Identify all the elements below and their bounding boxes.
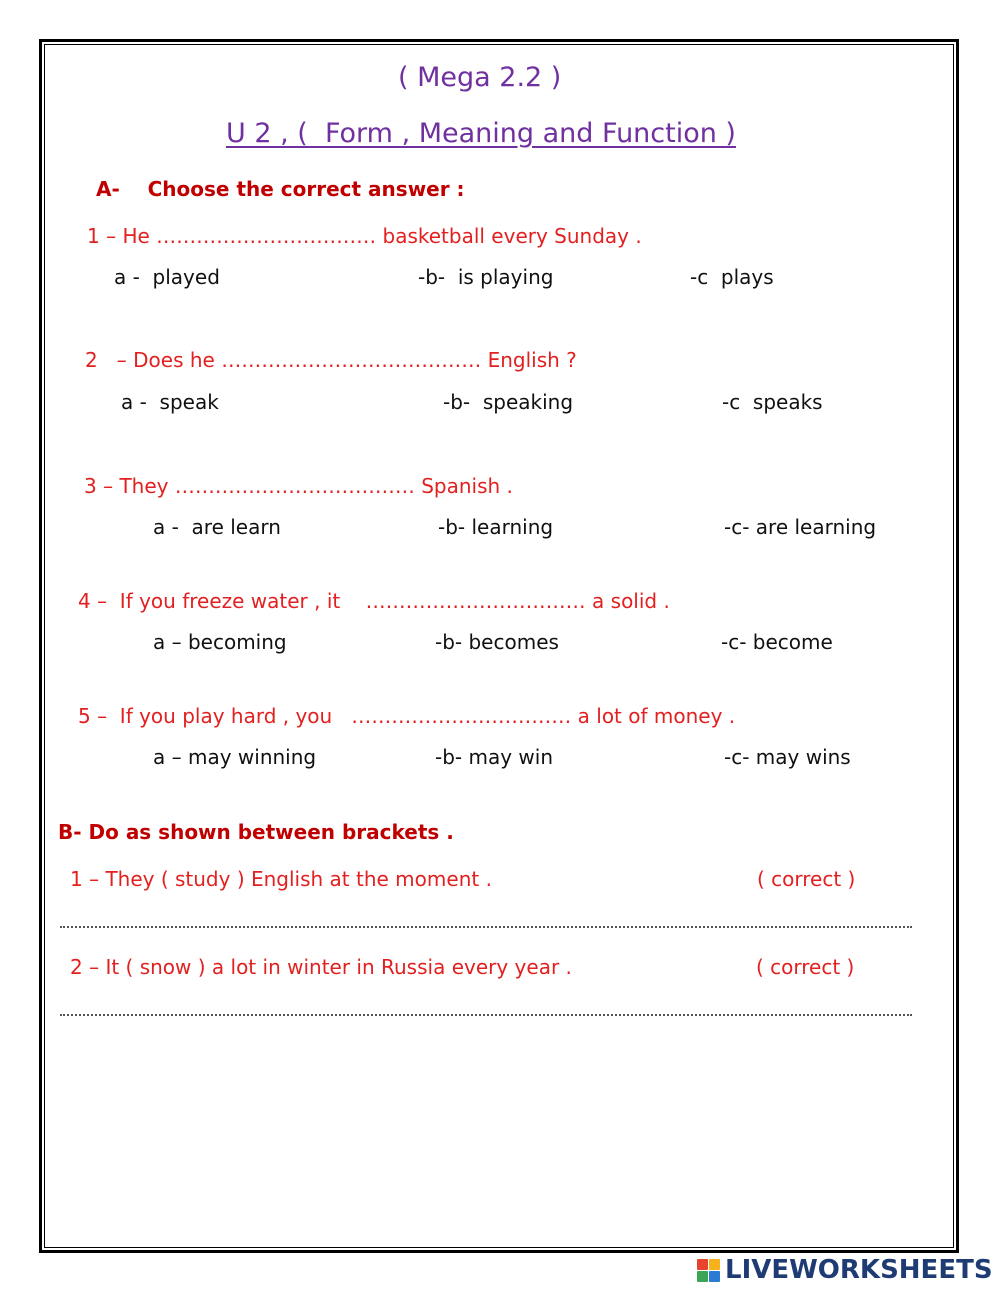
question-1-option-a[interactable]: a - played xyxy=(114,265,220,289)
liveworksheets-logo xyxy=(697,1254,993,1286)
section-b-item-2-text: 2 – It ( snow ) a lot in winter in Russia every year . xyxy=(70,955,572,979)
section-b-heading: B- Do as shown between brackets . xyxy=(58,820,454,844)
question-1-option-b[interactable]: -b- is playing xyxy=(418,265,554,289)
question-1-text: 1 – He …………………………… basketball every Sunday . xyxy=(87,224,642,248)
question-2-text: 2 – Does he ………………………………… English ? xyxy=(85,348,577,372)
question-3-option-a[interactable]: a - are learn xyxy=(153,515,281,539)
question-4-option-b[interactable]: -b- becomes xyxy=(435,630,559,654)
question-4-option-c[interactable]: -c- become xyxy=(721,630,833,654)
worksheet-subtitle: U 2 , ( Form , Meaning and Function ) xyxy=(226,118,736,149)
question-3-option-b[interactable]: -b- learning xyxy=(438,515,554,539)
question-2-option-c[interactable]: -c speaks xyxy=(722,390,823,414)
section-b-item-2-instruction: ( correct ) xyxy=(756,955,855,979)
question-2-option-a[interactable]: a - speak xyxy=(121,390,219,414)
question-1-option-c[interactable]: -c plays xyxy=(690,265,774,289)
question-5-option-b[interactable]: -b- may win xyxy=(435,745,554,769)
question-4-option-a[interactable]: a – becoming xyxy=(153,630,287,654)
question-5-option-c[interactable]: -c- may wins xyxy=(724,745,851,769)
section-b-item-2-answer-line[interactable] xyxy=(60,1014,912,1016)
worksheet-title: ( Mega 2.2 ) xyxy=(398,62,562,93)
liveworksheets-logo-text: LIVEWORKSHEETS xyxy=(725,1255,993,1285)
section-b-item-1-instruction: ( correct ) xyxy=(757,867,856,891)
question-3-option-c[interactable]: -c- are learning xyxy=(724,515,877,539)
section-b-item-1-answer-line[interactable] xyxy=(60,926,912,928)
question-2-option-b[interactable]: -b- speaking xyxy=(443,390,574,414)
section-a-heading: A- Choose the correct answer : xyxy=(96,177,465,201)
liveworksheets-logo-icon xyxy=(697,1259,720,1282)
question-5-option-a[interactable]: a – may winning xyxy=(153,745,317,769)
question-3-text: 3 – They ……………………………… Spanish . xyxy=(84,474,513,498)
question-4-text: 4 – If you freeze water , it …………………………… a solid . xyxy=(78,589,670,613)
question-5-text: 5 – If you play hard , you …………………………… a lot of money . xyxy=(78,704,736,728)
section-b-item-1-text: 1 – They ( study ) English at the moment . xyxy=(70,867,492,891)
